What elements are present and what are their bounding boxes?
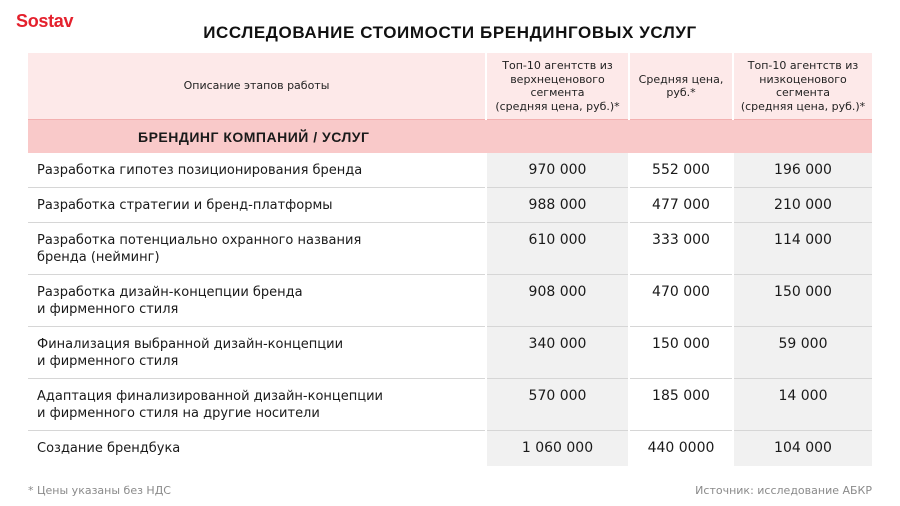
- row-description: Разработка потенциально охранного названия бренда (нейминг): [28, 223, 486, 275]
- table-row: [28, 379, 872, 431]
- row-avg-price: 470 000: [629, 275, 733, 327]
- row-avg-price: 185 000: [629, 379, 733, 431]
- row-top-price: 1 060 000: [486, 431, 629, 467]
- table-row: [28, 223, 872, 275]
- table-header-row: [28, 53, 872, 120]
- row-low-price: 59 000: [733, 327, 872, 379]
- row-low-price: 14 000: [733, 379, 872, 431]
- row-description: Разработка дизайн-концепции бренда и фирменного стиля: [28, 275, 486, 327]
- row-low-price: 150 000: [733, 275, 872, 327]
- row-low-price: 104 000: [733, 431, 872, 467]
- table-row: [28, 188, 872, 223]
- row-description: Финализация выбранной дизайн-концепции и фирменного стиля: [28, 327, 486, 379]
- table-row: [28, 153, 872, 188]
- row-low-price: 196 000: [733, 153, 872, 188]
- row-description: Создание брендбука: [37, 441, 181, 456]
- header-top10-high: Топ-10 агентств из верхнеценового сегмента (средняя цена, руб.)*: [486, 53, 629, 120]
- pricing-table: [28, 53, 872, 466]
- section-label: БРЕНДИНГ КОМПАНИЙ / УСЛУГ: [28, 120, 486, 154]
- row-low-price: 210 000: [733, 188, 872, 223]
- source-note: Источник: исследование АБКР: [695, 484, 872, 497]
- row-avg-price: 333 000: [629, 223, 733, 275]
- row-top-price: 610 000: [486, 223, 629, 275]
- page-title: ИССЛЕДОВАНИЕ СТОИМОСТИ БРЕНДИНГОВЫХ УСЛУГ: [203, 23, 697, 42]
- table-row: [28, 327, 872, 379]
- row-top-price: 908 000: [486, 275, 629, 327]
- row-top-price: 340 000: [486, 327, 629, 379]
- row-avg-price: 477 000: [629, 188, 733, 223]
- row-description: Разработка стратегии и бренд-платформы: [28, 188, 486, 223]
- row-avg-price: 440 0000: [629, 431, 733, 467]
- table-row: [28, 275, 872, 327]
- row-top-price: 988 000: [486, 188, 629, 223]
- table-row: [28, 431, 872, 467]
- row-low-price: 114 000: [733, 223, 872, 275]
- header-average-price: Средняя цена, руб.*: [629, 53, 733, 120]
- sostav-logo: Sostav: [16, 11, 74, 31]
- row-description: Адаптация финализированной дизайн-концепции и фирменного стиля на другие носители: [28, 379, 486, 431]
- section-row: [28, 120, 872, 154]
- footnote-vat: * Цены указаны без НДС: [28, 484, 171, 497]
- header-description: Описание этапов работы: [28, 53, 486, 120]
- header-top10-low: Топ-10 агентств из низкоценового сегмента (средняя цена, руб.)*: [733, 53, 872, 120]
- row-top-price: 570 000: [486, 379, 629, 431]
- row-description: Разработка гипотез позиционирования бренда: [28, 153, 486, 188]
- row-top-price: 970 000: [486, 153, 629, 188]
- row-avg-price: 150 000: [629, 327, 733, 379]
- row-avg-price: 552 000: [629, 153, 733, 188]
